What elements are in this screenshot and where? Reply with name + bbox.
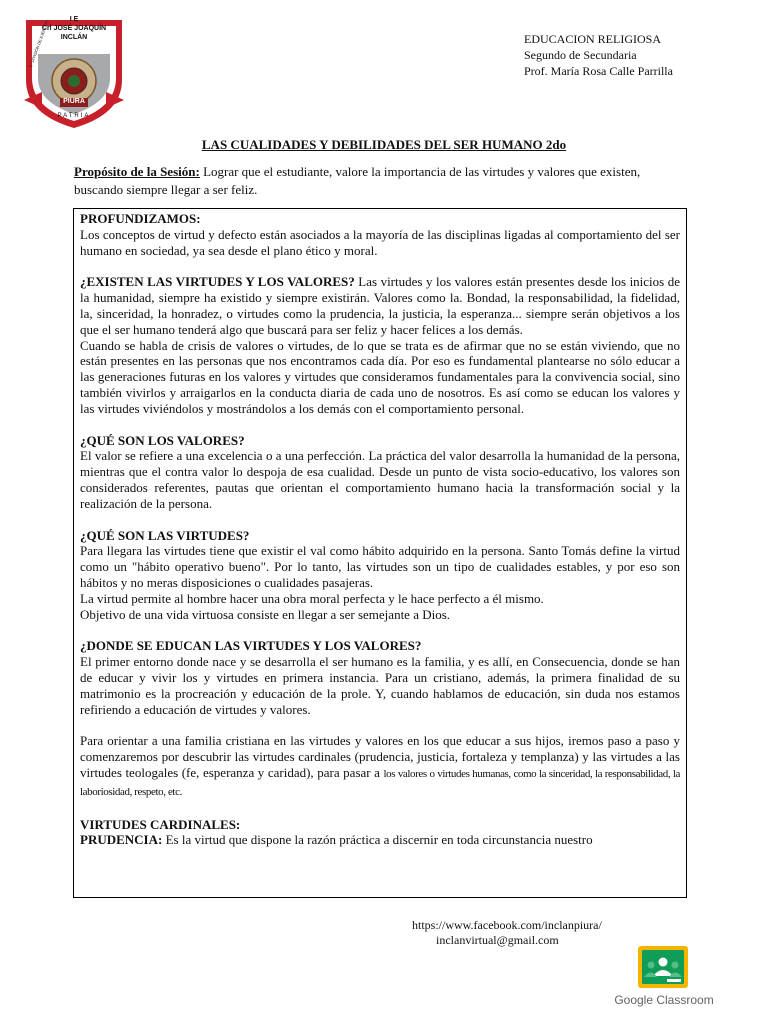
- teacher-name: Prof. María Rosa Calle Parrilla: [524, 64, 673, 78]
- heading-existen: ¿EXISTEN LAS VIRTUDES Y LOS VALORES?: [80, 274, 355, 290]
- course-info: [524, 31, 673, 79]
- crest-line-2: Crl JOSÉ JOAQUÍN: [41, 25, 107, 32]
- session-purpose: [74, 163, 692, 199]
- heading-cardinales: VIRTUDES CARDINALES:: [80, 816, 241, 832]
- paragraph-virtudes-3: Objetivo de una vida virtuosa consiste en llegar a ser semejante a Dios.: [80, 606, 451, 622]
- section-existen: [80, 274, 680, 337]
- paragraph-existen-1: Las virtudes y los valores están presentes desde los inicios de la humanidad, siempre ha existido y siempre existirán. Valores como la. Bondad, la responsabilidad, la fidelidad, la, sinceridad, la honradez, o virtudes como la prudencia, la justicia, la esperanza... siempre serán objetivos a los que el ser humano tenderá algo que buscará para ser feliz y hacer felices a los demás.: [80, 274, 681, 337]
- crest-ring-text: 1° DIVISIÓN: [28, 44, 41, 68]
- paragraph-profundizamos: Los conceptos de virtud y defecto están asociados a la mayoría de las disciplinas ligadas al comportamiento del ser humano en sociedad, ya sea desde el plano ético y moral.: [80, 226, 680, 258]
- prudencia-label: PRUDENCIA:: [80, 832, 163, 848]
- paragraph-donde-1: El primer entorno donde nace y se desarrolla el ser humano es la familia, y es allí, en Consecuencia, donde se han de educar y vivir los y virtudes en primera instancia. Para un cristiano, además, la primera finalidad de su matrimonio es la procreación y educación de la prole. Y, cuando hablamos de educación, sin duda nos estamos refiriendo a educación de virtudes y valores.: [80, 654, 680, 717]
- footer-contact: [412, 918, 602, 948]
- paragraph-donde-2a: Para orientar a una familia cristiana en las virtudes y valores en los que educar a sus hijos, iremos paso a paso y comenzaremos por descubrir las virtudes cardinales (prudencia, justicia, fortaleza y templanza) y las virtudes a las virtudes teologales (fe, esperanza y caridad), para pasar a: [80, 733, 680, 780]
- subject-name: EDUCACION RELIGIOSA: [524, 32, 661, 46]
- paragraph-virtudes-1: Para llegara las virtudes tiene que existir el val como hábito adquirido en la persona. Santo Tomás define la virtud como un "hábito operativo bueno". Por lo tanto, las virtudes son un tipo de cualidades estables, y por eso son hábitos y no meras disposiciones o cualidades pasajeras.: [80, 543, 680, 590]
- crest-line-3: INCLÁN: [60, 34, 88, 41]
- prudencia-text: Es la virtud que dispone la razón práctica a discernir en toda circunstancia nuestro: [162, 832, 593, 848]
- content-box: [73, 208, 687, 898]
- paragraph-valores: El valor se refiere a una excelencia o a una perfección. La práctica del valor desarrolla la humanidad de la persona, mientras que el contra valor lo despoja de esa cualidad. Desde un punto de vista socio-educativo, los valores son considerados referentes, pautas que orientan el comportamiento humano hacia la transformación social y la realización de la persona.: [80, 448, 680, 511]
- heading-valores: ¿QUÉ SON LOS VALORES?: [80, 432, 245, 448]
- crest-city: PIURA: [63, 98, 85, 105]
- paragraph-donde-2b: los valores o virtudes humanas, como la sinceridad, la responsabilidad, la laboriosidad, respeto, etc.: [80, 767, 680, 798]
- grade-level: Segundo de Secundaria: [524, 48, 637, 62]
- school-crest-logo: [20, 14, 128, 132]
- paragraph-virtudes-2: La virtud permite al hombre hacer una obra moral perfecta y le hace perfecto a él mismo.: [80, 590, 544, 606]
- purpose-text: Lograr que el estudiante, valore la importancia de las virtudes y valores que existen, buscando siempre llegar a ser feliz.: [74, 164, 641, 197]
- heading-virtudes: ¿QUÉ SON LAS VIRTUDES?: [80, 527, 250, 543]
- purpose-label: Propósito de la Sesión:: [74, 164, 200, 179]
- crest-line-1: I E: [69, 16, 79, 23]
- paragraph-prudencia: [80, 832, 680, 848]
- google-classroom-label: Google Classroom: [614, 993, 714, 1007]
- paragraph-existen-2: Cuando se habla de crisis de valores o virtudes, de lo que se trata es de afirmar que no se están viviendo, que no están presentes en las personas que nos encontramos cada día. Por eso es fundamental plantearse no sólo educar a las generaciones futuras en los valores y virtudes que consideramos fundamentales para la convivencia social, sino también vivirlos y arraigarlos en la conducta diaria de cada uno de nosotros. Es así como se educan los valores y las virtudes viviéndolos y mostrándolos a los demás con el comportamiento personal.: [80, 337, 680, 416]
- email-link[interactable]: inclanvirtual@gmail.com: [436, 933, 559, 947]
- paragraph-donde-2: [80, 733, 680, 800]
- heading-donde: ¿DONDE SE EDUCAN LAS VIRTUDES Y LOS VALORES?: [80, 638, 422, 654]
- document-title: LAS CUALIDADES Y DEBILIDADES DEL SER HUMANO 2do: [201, 137, 567, 152]
- crest-motto: PATRIA: [57, 113, 91, 119]
- heading-profundizamos: PROFUNDIZAMOS:: [80, 211, 201, 226]
- facebook-link[interactable]: https://www.facebook.com/inclanpiura/: [412, 918, 602, 932]
